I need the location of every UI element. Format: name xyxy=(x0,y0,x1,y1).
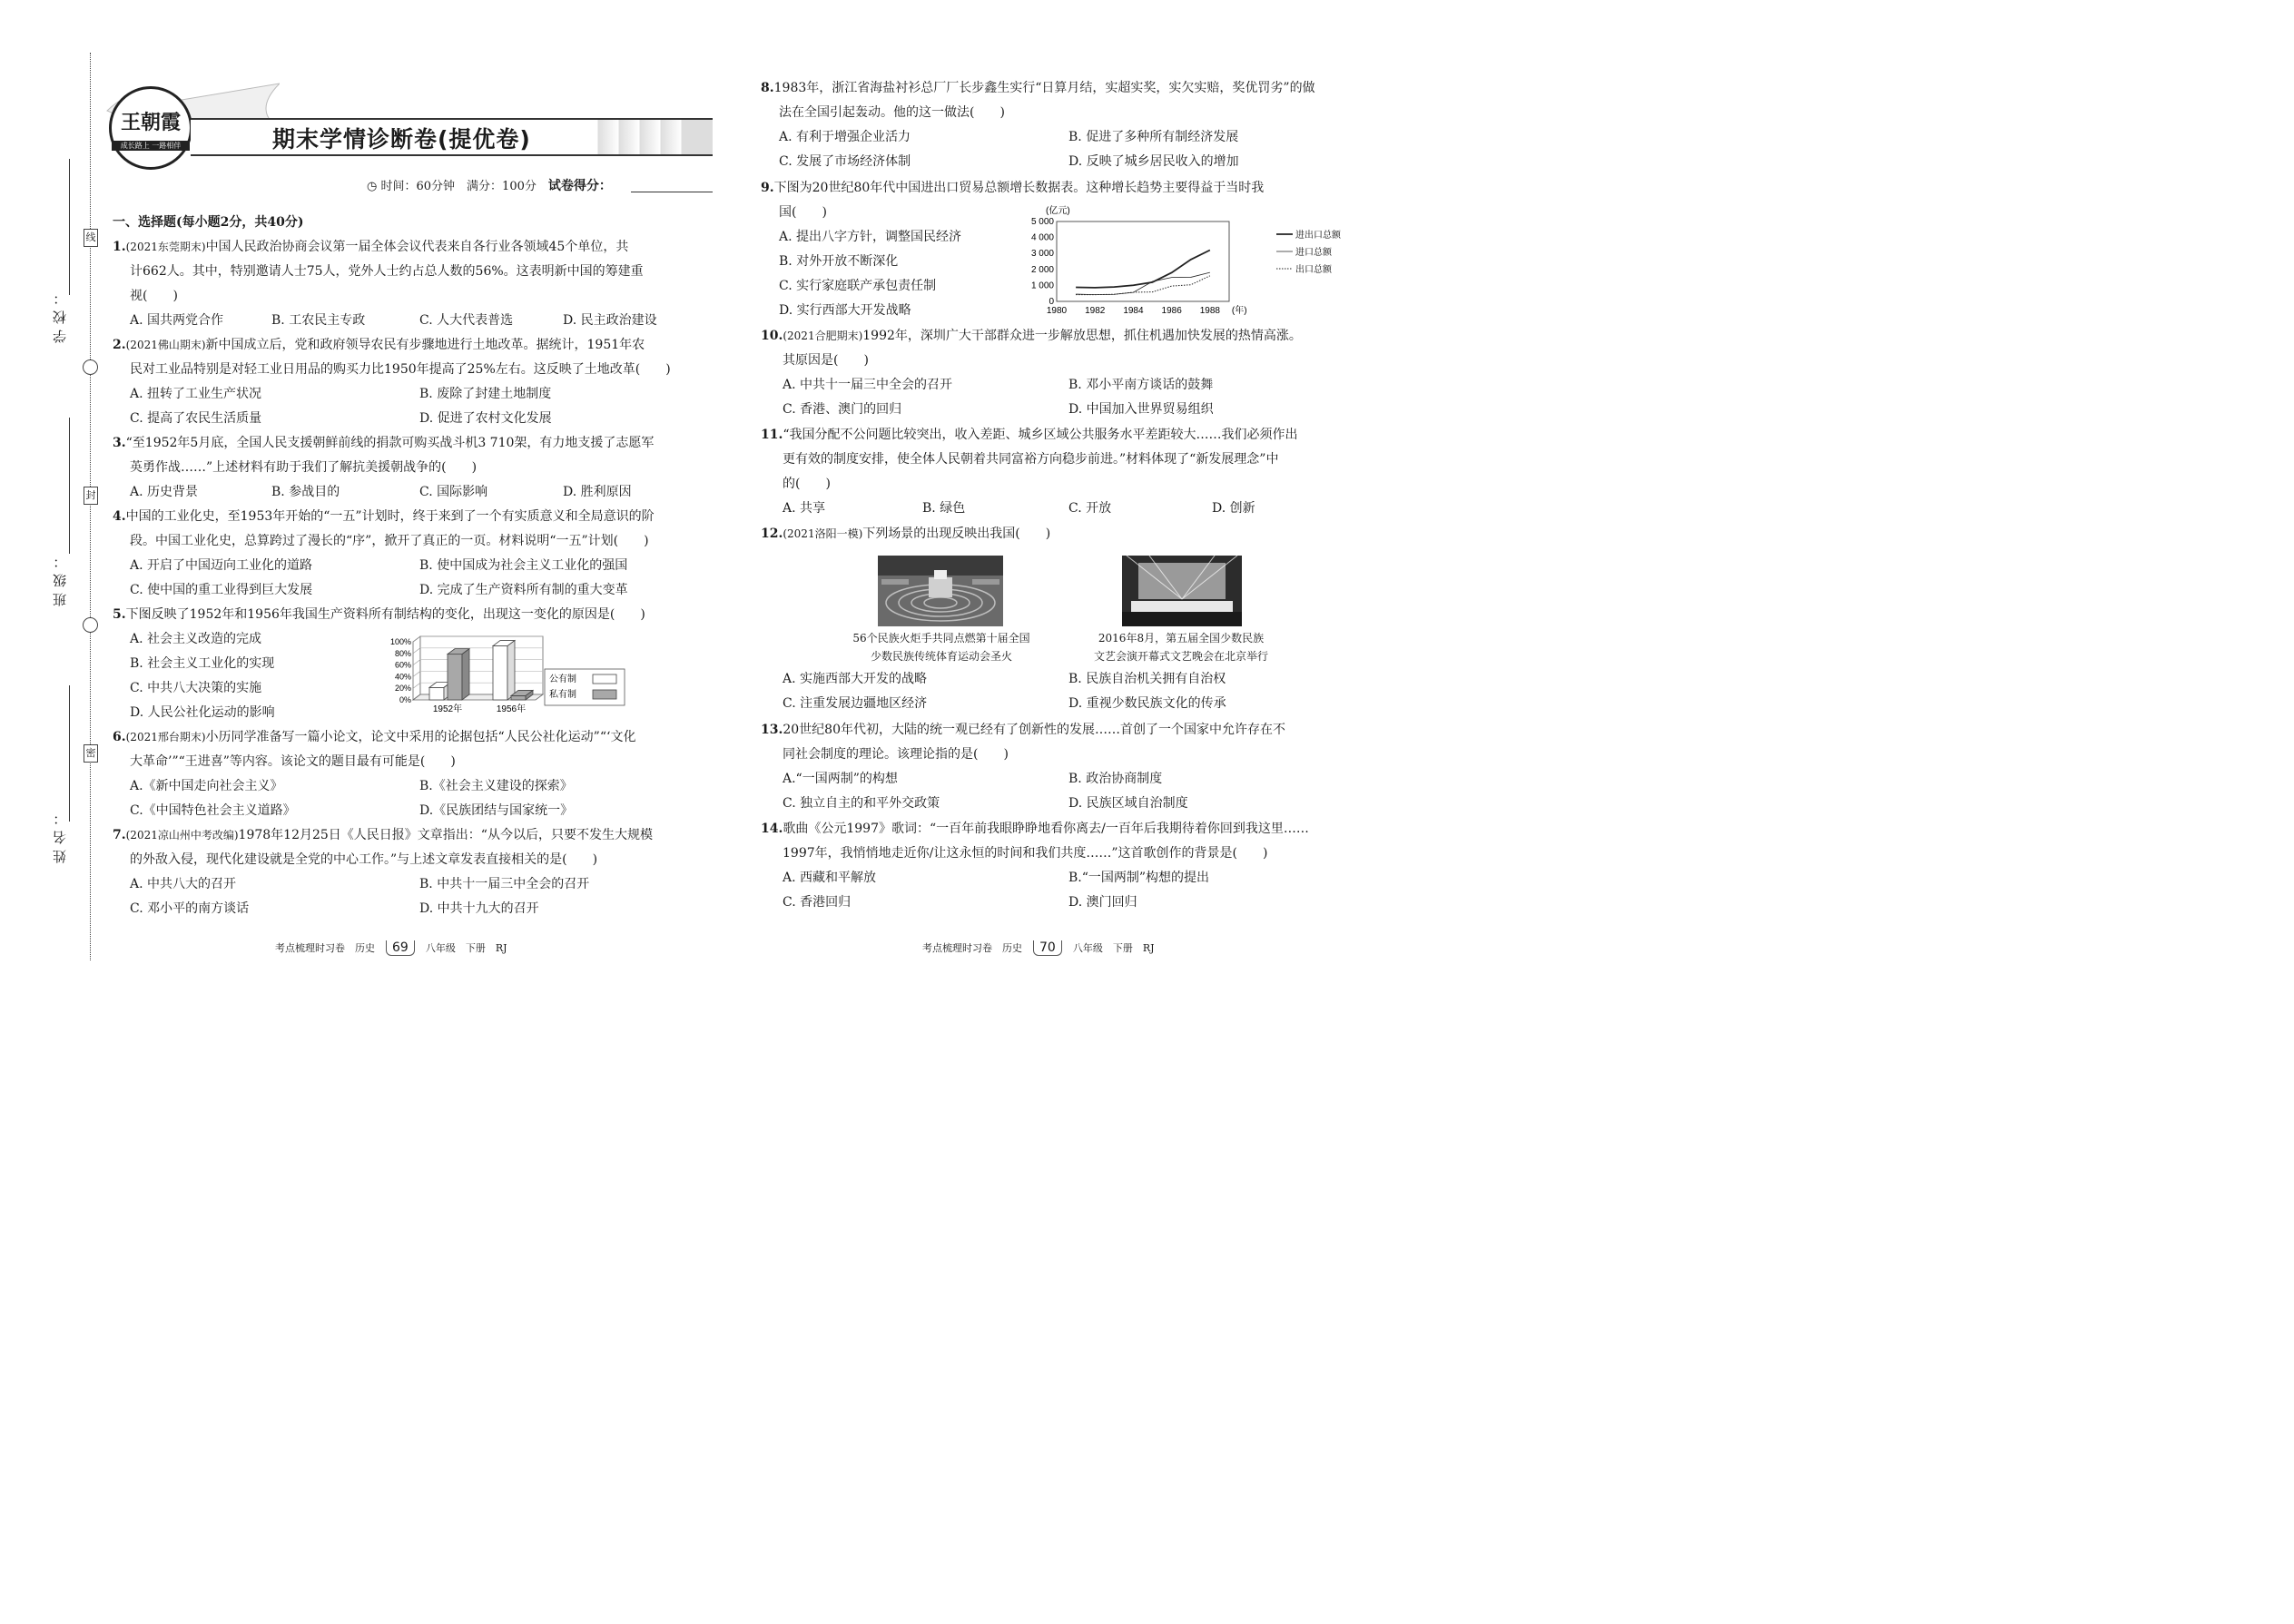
bar-私有制-1952年 xyxy=(448,655,462,700)
photo-2-caption-line1: 2016年8月，第五届全国少数民族 xyxy=(1098,632,1265,645)
option-c[interactable]: C. 国际影响 xyxy=(419,485,488,499)
legend-label: 出口总额 xyxy=(1295,265,1332,275)
question-4: 4.中国的工业化史，至1953年开始的“一五”计划时，终于来到了一个有实质意义和全局意识的阶 xyxy=(113,509,655,524)
option-a[interactable]: A. 社会主义改造的完成 xyxy=(130,632,262,646)
option-c[interactable]: C. 使中国的重工业得到巨大发展 xyxy=(130,583,313,597)
option-c[interactable]: C. 香港回归 xyxy=(783,895,852,910)
y-tick-label: 0% xyxy=(399,695,411,704)
y-tick-label: 60% xyxy=(394,660,411,670)
x-axis-unit: (年) xyxy=(1231,306,1247,316)
question-2-line2: 民对工业品特别是对轻工业日用品的购买力比1950年提高了25%左右。这反映了土地改革( ) xyxy=(130,362,671,377)
question-10-line2: 其原因是( ) xyxy=(783,353,869,368)
option-d[interactable]: D. 民主政治建设 xyxy=(563,313,657,328)
option-d[interactable]: D. 重视少数民族文化的传承 xyxy=(1068,696,1226,711)
x-tick-label: 1980 xyxy=(1046,306,1068,316)
legend-swatch xyxy=(593,690,616,699)
footer-left: 考点梳理时习卷 历史 69 八年级 下册 RJ xyxy=(275,940,507,955)
option-b[interactable]: B. 中共十一届三中全会的召开 xyxy=(419,877,590,891)
option-c[interactable]: C. 提高了农民生活质量 xyxy=(130,411,262,426)
y-tick-label: 3 000 xyxy=(1030,249,1054,260)
section-heading: 一、选择题(每小题2分，共40分) xyxy=(113,215,304,230)
y-axis-unit: (亿元) xyxy=(1046,206,1070,216)
seal-mark-secret: 密 xyxy=(84,744,98,763)
option-d[interactable]: D. 中共十九大的召开 xyxy=(419,901,539,916)
option-d[interactable]: D. 促进了农村文化发展 xyxy=(419,411,552,426)
option-d[interactable]: D. 实行西部大开发战略 xyxy=(779,303,911,318)
y-tick-label: 80% xyxy=(394,648,411,658)
seal-mark-seal: 封 xyxy=(84,487,98,505)
option-b[interactable]: B. 参战目的 xyxy=(271,485,340,499)
option-b[interactable]: B. 工农民主专政 xyxy=(271,313,366,328)
page-number: 70 xyxy=(1033,940,1062,956)
name-field[interactable] xyxy=(69,685,70,822)
option-d[interactable]: D. 创新 xyxy=(1212,501,1255,516)
option-a[interactable]: A. 有利于增强企业活力 xyxy=(779,130,911,144)
option-b[interactable]: B. 绿色 xyxy=(922,501,966,516)
option-b[interactable]: B. 民族自治机关拥有自治权 xyxy=(1068,672,1226,686)
legend-label: 私有制 xyxy=(549,690,576,700)
question-13-line2: 同社会制度的理论。该理论指的是( ) xyxy=(783,747,1009,762)
option-a[interactable]: A. 中共十一届三中全会的召开 xyxy=(783,378,953,392)
school-label: 学校： xyxy=(52,286,68,343)
y-tick-label: 20% xyxy=(394,684,411,694)
class-label: 班级： xyxy=(52,549,68,606)
legend-label: 进口总额 xyxy=(1295,248,1332,258)
option-a[interactable]: A. 实施西部大开发的战略 xyxy=(783,672,928,686)
y-tick-label: 4 000 xyxy=(1030,232,1054,243)
question-1-line3: 视( ) xyxy=(130,289,178,303)
bar-side xyxy=(462,649,469,700)
chart-side-wall xyxy=(413,636,420,700)
y-tick-label: 1 000 xyxy=(1030,281,1054,291)
question-3: 3.“至1952年5月底，全国人民支援朝鲜前线的捐款可购买战斗机3 710架，有力地支援了志愿军 xyxy=(113,436,655,450)
option-c[interactable]: C. 实行家庭联产承包责任制 xyxy=(779,279,937,293)
y-tick-label: 5 000 xyxy=(1030,217,1054,227)
option-c[interactable]: C. 独立自主的和平外交政策 xyxy=(783,796,940,811)
question-4-line2: 段。中国工业化史，总算跨过了漫长的“序”，掀开了真正的一页。材料说明“一五”计划( ) xyxy=(130,534,649,548)
footer-right: 考点梳理时习卷 历史 70 八年级 下册 RJ xyxy=(922,940,1155,955)
school-field[interactable] xyxy=(69,159,70,295)
torch-ceremony-photo xyxy=(878,556,1003,626)
option-b[interactable]: B.“一国两制”构想的提出 xyxy=(1068,871,1210,885)
option-a[interactable]: A.《新中国走向社会主义》 xyxy=(130,779,283,793)
bar-side xyxy=(507,641,515,700)
option-d[interactable]: D. 中国加入世界贸易组织 xyxy=(1068,402,1214,417)
trade-line-chart xyxy=(1008,202,1371,318)
option-a[interactable]: A. 国共两党合作 xyxy=(130,313,224,328)
option-b[interactable]: B. 使中国成为社会主义工业化的强国 xyxy=(419,558,628,573)
option-c[interactable]: C. 中共八大决策的实施 xyxy=(130,681,262,695)
bar-公有制-1956年 xyxy=(493,646,507,700)
question-12: 12.(2021洛阳一模)下列场景的出现反映出我国( ) xyxy=(761,527,1051,541)
option-c[interactable]: C. 注重发展边疆地区经济 xyxy=(783,696,928,711)
question-14: 14.歌曲《公元1997》歌词：“一百年前我眼睁睁地看你离去/一百年后我期待着你回到我这里…… xyxy=(761,822,1309,836)
time-label: 时间：60分钟 xyxy=(380,180,456,193)
y-tick-label: 40% xyxy=(394,672,411,682)
score-label: 试卷得分： xyxy=(547,179,612,193)
bar-公有制-1952年 xyxy=(429,687,444,700)
question-7-line2: 的外敌入侵，现代化建设就是全党的中心工作。”与上述文章发表直接相关的是( ) xyxy=(130,852,598,867)
option-b[interactable]: B.《社会主义建设的探索》 xyxy=(419,779,573,793)
legend-swatch xyxy=(593,674,616,684)
option-a[interactable]: A. 中共八大的召开 xyxy=(130,877,237,891)
binding-dotted-line xyxy=(90,53,91,960)
option-c[interactable]: C. 开放 xyxy=(1068,501,1112,516)
option-d[interactable]: D. 民族区域自治制度 xyxy=(1068,796,1188,811)
question-9-line2: 国( ) xyxy=(779,205,827,220)
y-tick-label: 100% xyxy=(389,637,411,646)
option-c[interactable]: C. 邓小平的南方谈话 xyxy=(130,901,250,916)
legend-label: 进出口总额 xyxy=(1295,231,1341,241)
option-a[interactable]: A. 历史背景 xyxy=(130,485,199,499)
question-5: 5.下图反映了1952年和1956年我国生产资料所有制结构的变化，出现这一变化的原因是( ) xyxy=(113,607,645,622)
time-info: ◷ 时间：60分钟 满分：100分 试卷得分： xyxy=(367,179,612,193)
option-c[interactable]: C.《中国特色社会主义道路》 xyxy=(130,803,296,818)
option-d[interactable]: D. 胜利原因 xyxy=(563,485,632,499)
question-1: 1.(2021东莞期末)中国人民政治协商会议第一届全体会议代表来自各行业各领域45个单位，共 xyxy=(113,240,629,254)
photo-2-caption-line2: 文艺会演开幕式文艺晚会在北京举行 xyxy=(1093,650,1268,663)
full-score-label: 满分：100分 xyxy=(467,180,537,193)
option-a[interactable]: A. 共享 xyxy=(783,501,826,516)
x-tick-label: 1952年 xyxy=(432,704,463,714)
binding-hole xyxy=(83,359,98,375)
option-d[interactable]: D. 完成了生产资料所有制的重大变革 xyxy=(419,583,628,597)
x-tick-label: 1956年 xyxy=(496,704,527,714)
option-b[interactable]: B. 政治协商制度 xyxy=(1068,772,1163,786)
option-a[interactable]: A. 西藏和平解放 xyxy=(783,871,877,885)
question-10: 10.(2021合肥期末)1992年，深圳广大干部群众进一步解放思想，抓住机遇加快发展的热情高涨。 xyxy=(761,329,1302,343)
x-tick-label: 1988 xyxy=(1199,306,1221,316)
option-b[interactable]: B. 对外开放不断深化 xyxy=(779,254,899,269)
option-b[interactable]: B. 废除了封建土地制度 xyxy=(419,387,552,401)
option-c[interactable]: C. 香港、澳门的回归 xyxy=(783,402,902,417)
option-d[interactable]: D. 澳门回归 xyxy=(1068,895,1137,910)
option-a[interactable]: A. 提出八字方针，调整国民经济 xyxy=(779,230,962,244)
question-2: 2.(2021佛山期末)新中国成立后，党和政府领导农民有步骤地进行土地改革。据统计，1951年农 xyxy=(113,338,645,352)
question-11-line3: 的( ) xyxy=(783,477,831,491)
question-9: 9.下图为20世纪80年代中国进出口贸易总额增长数据表。这种增长趋势主要得益于当时我 xyxy=(761,181,1265,195)
question-6: 6.(2021邢台期末)小历同学准备写一篇小论文，论文中采用的论据包括“人民公社化运动”“‘文化 xyxy=(113,730,636,744)
question-7: 7.(2021凉山州中考改编)1978年12月25日《人民日报》文章指出：“从今以后，只要不发生大规模 xyxy=(113,828,653,842)
question-1-line2: 计662人。其中，特别邀请人士75人，党外人士约占总人数的56%。这表明新中国的筹建重 xyxy=(130,264,644,279)
ownership-bar-chart xyxy=(377,631,626,714)
page-number: 69 xyxy=(386,940,415,956)
x-tick-label: 1982 xyxy=(1085,306,1106,316)
stage-performance-photo xyxy=(1122,556,1242,626)
plot-frame xyxy=(1057,221,1229,301)
series-line-出口总额 xyxy=(1076,276,1210,295)
photo-1-caption-line1: 56个民族火炬手共同点燃第十届全国 xyxy=(852,632,1030,645)
logo-slogan: 成长路上 一路相伴 xyxy=(112,141,190,151)
photo-1-caption-line2: 少数民族传统体育运动会圣火 xyxy=(870,650,1012,663)
name-label: 姓名： xyxy=(52,806,68,863)
logo-text: 王朝霞 xyxy=(120,111,181,134)
question-11-line2: 更有效的制度安排，使全体人民朝着共同富裕方向稳步前进。”材料体现了“新发展理念”中 xyxy=(783,452,1279,467)
x-tick-label: 1986 xyxy=(1161,306,1182,316)
y-tick-label: 2 000 xyxy=(1030,264,1054,275)
option-c[interactable]: C. 发展了市场经济体制 xyxy=(779,154,911,169)
page-title: 期末学情诊断卷(提优卷) xyxy=(272,126,531,153)
x-tick-label: 1984 xyxy=(1123,306,1144,316)
question-6-line2: 大革命’”“王进喜”等内容。该论文的题目最有可能是( ) xyxy=(130,754,456,769)
option-d[interactable]: D. 反映了城乡居民收入的增加 xyxy=(1068,154,1239,169)
binding-hole xyxy=(83,617,98,633)
class-field[interactable] xyxy=(69,418,70,554)
bar-私有制-1956年 xyxy=(511,695,526,700)
question-8-line2: 法在全国引起轰动。他的这一做法( ) xyxy=(779,105,1005,120)
question-3-line2: 英勇作战……”上述材料有助于我们了解抗美援朝战争的( ) xyxy=(130,460,478,475)
option-a[interactable]: A. 扭转了工业生产状况 xyxy=(130,387,262,401)
question-8: 8.1983年，浙江省海盐衬衫总厂厂长步鑫生实行“日算月结，实超实奖，实欠实赔，奖优罚劣”的做 xyxy=(761,81,1315,95)
legend-label: 公有制 xyxy=(549,674,576,684)
option-d[interactable]: D. 人民公社化运动的影响 xyxy=(130,705,275,720)
brand-logo xyxy=(109,86,192,170)
question-14-line2: 1997年，我悄悄地走近你/让这永恒的时间和我们共度……”这首歌创作的背景是( ) xyxy=(783,846,1268,861)
y-tick-label: 0 xyxy=(1049,297,1054,307)
option-a[interactable]: A. 开启了中国迈向工业化的道路 xyxy=(130,558,313,573)
series-line-进出口总额 xyxy=(1076,251,1210,288)
option-b[interactable]: B. 促进了多种所有制经济发展 xyxy=(1068,130,1239,144)
question-13: 13.20世纪80年代初，大陆的统一观已经有了创新性的发展……首创了一个国家中允许存在不 xyxy=(761,723,1285,737)
option-d[interactable]: D.《民族团结与国家统一》 xyxy=(419,803,574,818)
seal-mark-line: 线 xyxy=(84,229,98,247)
option-b[interactable]: B. 邓小平南方谈话的鼓舞 xyxy=(1068,378,1214,392)
question-11: 11.“我国分配不公问题比较突出，收入差距、城乡区域公共服务水平差距较大……我们必须作出 xyxy=(761,428,1298,442)
option-b[interactable]: B. 社会主义工业化的实现 xyxy=(130,656,275,671)
option-c[interactable]: C. 人大代表普选 xyxy=(419,313,514,328)
option-a[interactable]: A.“一国两制”的构想 xyxy=(783,772,898,786)
